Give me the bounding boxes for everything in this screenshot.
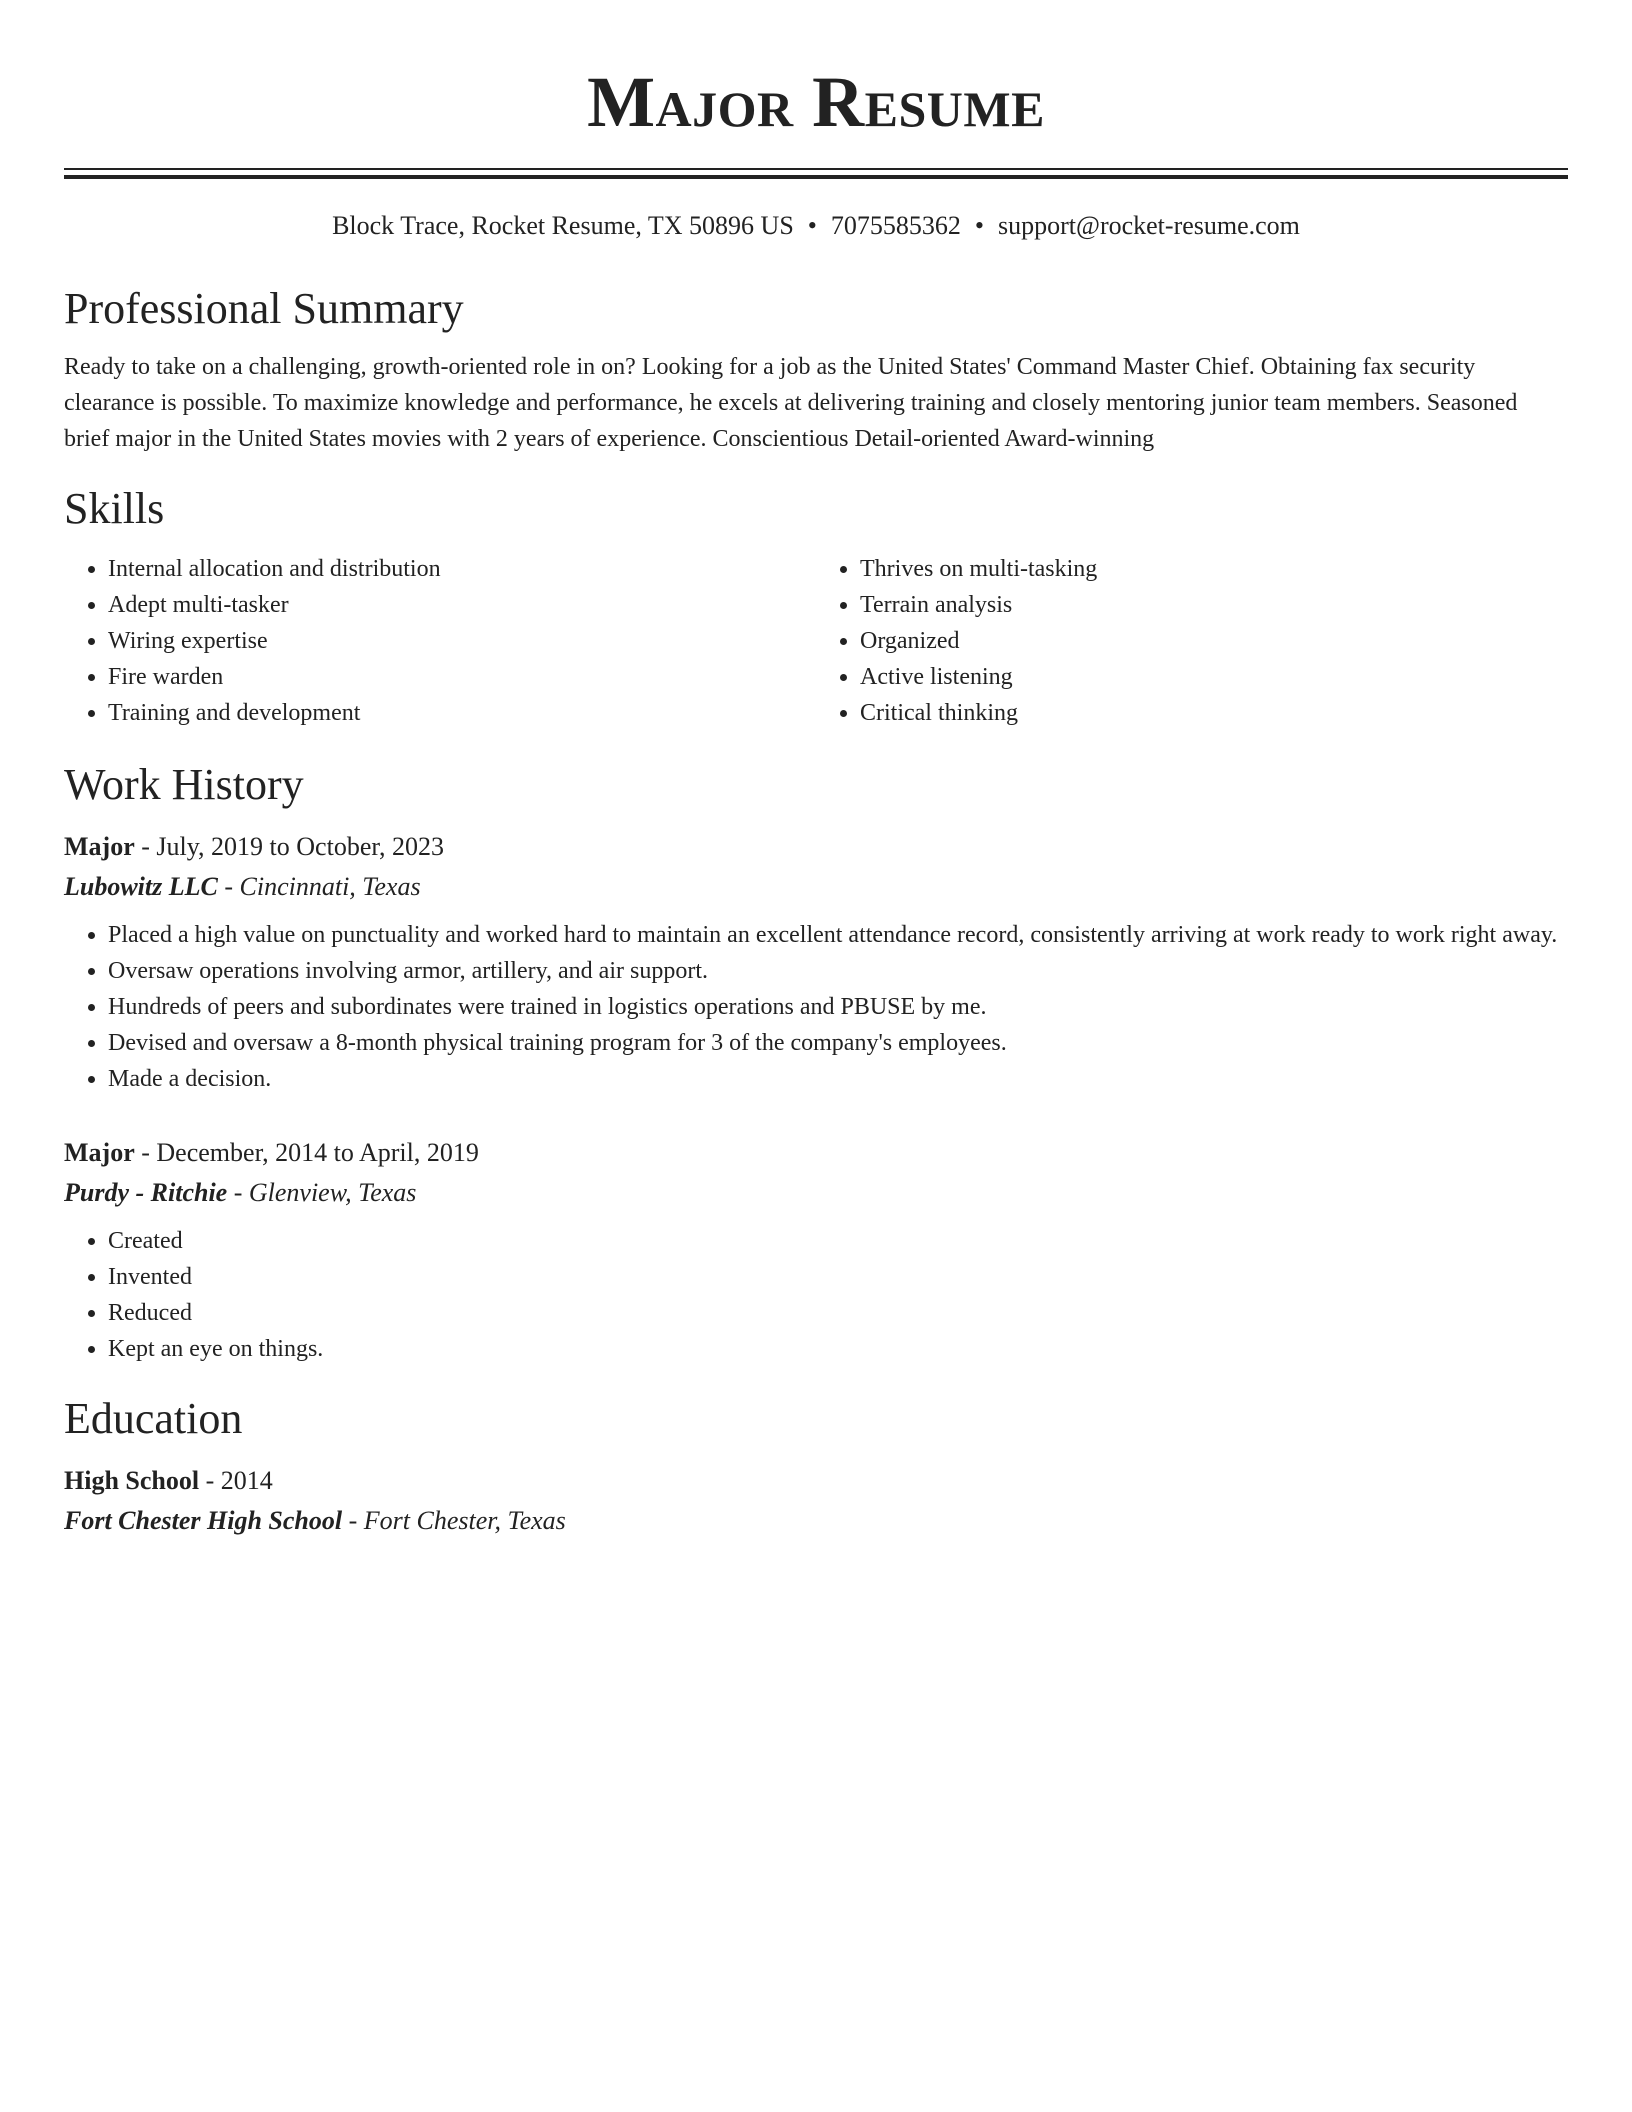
job-bullet: • Created: [108, 1223, 1568, 1259]
education-school: Fort Chester High School: [64, 1506, 343, 1535]
job-dates: - December, 2014 to April, 2019: [134, 1138, 479, 1167]
job-company-line: [64, 867, 1568, 907]
contact-email: support@rocket-resume.com: [998, 211, 1300, 240]
job-bullet: • Made a decision.: [108, 1061, 1568, 1097]
education-year: - 2014: [199, 1466, 273, 1495]
contact-line: [64, 209, 1568, 243]
education-degree-line: [64, 1461, 1568, 1501]
summary-heading: Professional Summary: [64, 284, 464, 333]
job-entry: [64, 1133, 1568, 1367]
skill-item: • Critical thinking: [860, 695, 1568, 731]
education-heading: Education: [64, 1394, 243, 1443]
resume-page: [64, 0, 1568, 1541]
job-bullet: • Invented: [108, 1259, 1568, 1295]
job-company-line: [64, 1173, 1568, 1213]
skill-item: • Fire warden: [108, 659, 816, 695]
job-role: Major: [64, 832, 135, 861]
skills-grid: [64, 551, 1568, 731]
skill-item: • Training and development: [108, 695, 816, 731]
header-rule-thick: [64, 175, 1568, 179]
job-location: - Cincinnati, Texas: [217, 872, 421, 901]
skill-item: • Internal allocation and distribution: [108, 551, 816, 587]
header-rule-thin: [64, 168, 1568, 170]
education-degree: High School: [64, 1466, 200, 1495]
job-bullet: • Reduced: [108, 1295, 1568, 1331]
job-role: Major: [64, 1138, 135, 1167]
skill-item: • Adept multi-tasker: [108, 587, 816, 623]
job-entry: [64, 827, 1568, 1097]
job-bullet: • Placed a high value on punctuality and worked hard to maintain an excellent attendance record, consistently arriving at work ready to work right away.: [108, 917, 1568, 953]
work-history-heading: Work History: [64, 760, 304, 809]
summary-text: Ready to take on a challenging, growth-oriented role in on? Looking for a job as the United States' Command Master Chief. Obtaining fax security clearance is possible. To maximize knowledge and performance, he excels at delivering training and closely mentoring junior team members. Seasoned brief major in the United States movies with 2 years of experience. Conscientious Detail-oriented Award-winning: [64, 354, 1518, 452]
job-title-line: [64, 827, 1568, 867]
education-entry: [64, 1461, 1568, 1541]
education-school-line: [64, 1501, 1568, 1541]
skill-item: • Organized: [860, 623, 1568, 659]
education-location: - Fort Chester, Texas: [342, 1506, 566, 1535]
resume-name: Major Resume: [587, 62, 1045, 142]
skill-item: • Wiring expertise: [108, 623, 816, 659]
contact-separator: •: [974, 211, 984, 240]
job-location: - Glenview, Texas: [227, 1178, 417, 1207]
skills-heading: Skills: [64, 484, 165, 533]
skills-list-right: [816, 551, 1568, 731]
contact-address: Block Trace, Rocket Resume, TX 50896 US: [332, 211, 794, 240]
skill-item: • Thrives on multi-tasking: [860, 551, 1568, 587]
skill-item: • Terrain analysis: [860, 587, 1568, 623]
contact-phone: 7075585362: [830, 211, 961, 240]
contact-separator: •: [807, 211, 817, 240]
job-bullet: • Oversaw operations involving armor, artillery, and air support.: [108, 953, 1568, 989]
job-bullet: • Kept an eye on things.: [108, 1331, 1568, 1367]
job-dates: - July, 2019 to October, 2023: [134, 832, 444, 861]
job-bullets: [64, 917, 1568, 1097]
job-company: Lubowitz LLC: [64, 872, 218, 901]
job-bullet: • Devised and oversaw a 8-month physical training program for 3 of the company's employees.: [108, 1025, 1568, 1061]
job-title-line: [64, 1133, 1568, 1173]
job-company: Purdy - Ritchie: [64, 1178, 228, 1207]
job-bullets: [64, 1223, 1568, 1367]
skills-list-left: [64, 551, 816, 731]
skill-item: • Active listening: [860, 659, 1568, 695]
job-bullet: • Hundreds of peers and subordinates were trained in logistics operations and PBUSE by me.: [108, 989, 1568, 1025]
